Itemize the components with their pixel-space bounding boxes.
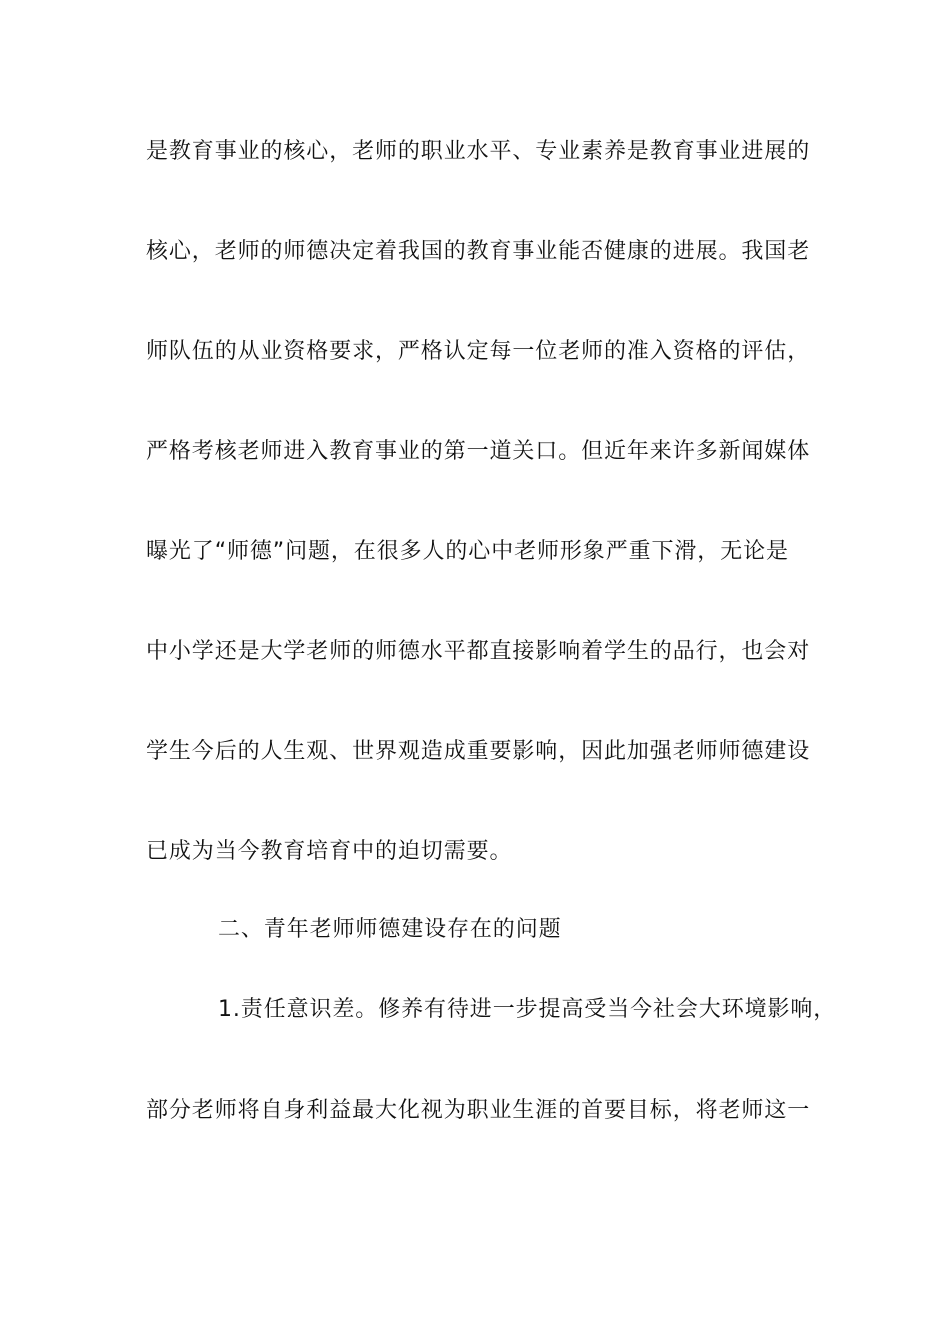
paragraph-line: 学生今后的人生观、世界观造成重要影响，因此加强老师师德建设: [146, 739, 811, 764]
section-heading: 二、青年老师师德建设存在的问题: [218, 917, 562, 942]
paragraph-line: 部分老师将自身利益最大化视为职业生涯的首要目标，将老师这一: [146, 1098, 811, 1123]
paragraph-line: 是教育事业的核心，老师的职业水平、专业素养是教育事业进展的: [146, 139, 811, 164]
paragraph-line: 核心，老师的师德决定着我国的教育事业能否健康的进展。我国老: [146, 239, 811, 264]
paragraph-line: 中小学还是大学老师的师德水平都直接影响着学生的品行，也会对: [146, 639, 811, 664]
paragraph-line: 严格考核老师进入教育事业的第一道关口。但近年来许多新闻媒体: [146, 439, 811, 464]
paragraph-line: 曝光了“师德”问题，在很多人的心中老师形象严重下滑，无论是: [146, 539, 789, 564]
paragraph-line: 师队伍的从业资格要求，严格认定每一位老师的准入资格的评估，: [146, 339, 811, 364]
list-item-line: 1.责任意识差。修养有待进一步提高受当今社会大环境影响，: [218, 997, 837, 1022]
paragraph-line: 已成为当今教育培育中的迫切需要。: [146, 839, 513, 864]
